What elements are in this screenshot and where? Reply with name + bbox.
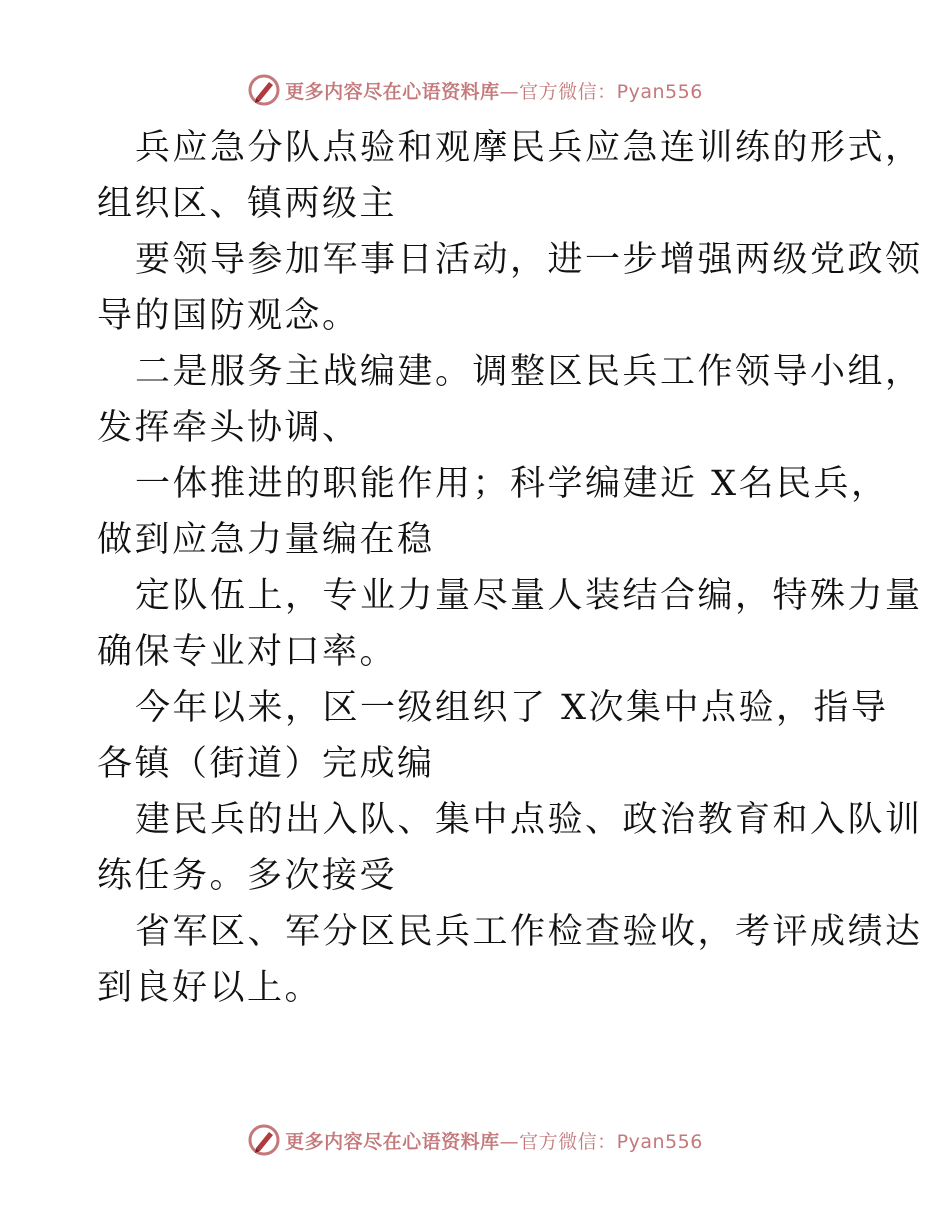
text-line-content: 建民兵的出入队、集中点验、政治教育和入队训 — [135, 800, 923, 840]
text-line-content: 组织区、镇两级主 — [97, 184, 398, 224]
text-line — [97, 400, 857, 456]
text-line-content: 今年以来，区一级组织了 X次集中点验，指导 — [135, 688, 889, 728]
text-line-content: 一体推进的职能作用；科学编建近 X名民兵， — [135, 464, 889, 504]
text-line — [97, 288, 857, 344]
banner-prefix: 更多内容尽在心语资料库 — [285, 1130, 500, 1153]
text-line-content: 各镇（街道）完成编 — [97, 744, 435, 784]
text-line-content: 做到应急力量编在稳 — [97, 520, 435, 560]
text-line — [97, 960, 857, 1016]
banner-suffix: 官方微信：Pyan556 — [519, 1130, 703, 1153]
text-line — [97, 120, 923, 176]
text-line — [97, 792, 923, 848]
text-line — [97, 568, 923, 624]
text-line-content: 确保专业对口率。 — [97, 632, 398, 672]
text-line — [97, 176, 857, 232]
text-line — [97, 680, 889, 736]
document-body — [97, 120, 923, 1016]
text-line-content: 定队伍上，专业力量尽量人装结合编，特殊力量 — [135, 576, 923, 616]
text-line-content: 二是服务主战编建。调整区民兵工作领导小组， — [135, 352, 923, 392]
text-line-content: 练任务。多次接受 — [97, 856, 398, 896]
text-line-content: 要领导参加军事日活动，进一步增强两级党政领 — [135, 240, 923, 280]
text-line — [97, 848, 857, 904]
text-line — [97, 344, 923, 400]
text-line — [97, 456, 889, 512]
banner-dash: — — [499, 80, 520, 103]
pen-logo-icon — [247, 73, 281, 107]
footer-banner — [0, 1120, 950, 1160]
text-line — [97, 624, 857, 680]
text-line — [97, 512, 857, 568]
pen-logo-icon — [247, 1123, 281, 1157]
text-line-content: 导的国防观念。 — [97, 296, 360, 336]
banner-text — [285, 77, 703, 104]
text-line-content: 省军区、军分区民兵工作检查验收，考评成绩达 — [135, 912, 923, 952]
text-line — [97, 736, 857, 792]
text-line — [97, 904, 923, 960]
text-line-content: 兵应急分队点验和观摩民兵应急连训练的形式， — [135, 128, 923, 168]
text-line-content: 发挥牵头协调、 — [97, 408, 360, 448]
header-banner — [0, 70, 950, 110]
banner-suffix: 官方微信：Pyan556 — [519, 80, 703, 103]
text-line — [97, 232, 923, 288]
text-line-content: 到良好以上。 — [97, 968, 323, 1008]
banner-dash: — — [499, 1130, 520, 1153]
banner-text — [285, 1127, 703, 1154]
banner-prefix: 更多内容尽在心语资料库 — [285, 80, 500, 103]
